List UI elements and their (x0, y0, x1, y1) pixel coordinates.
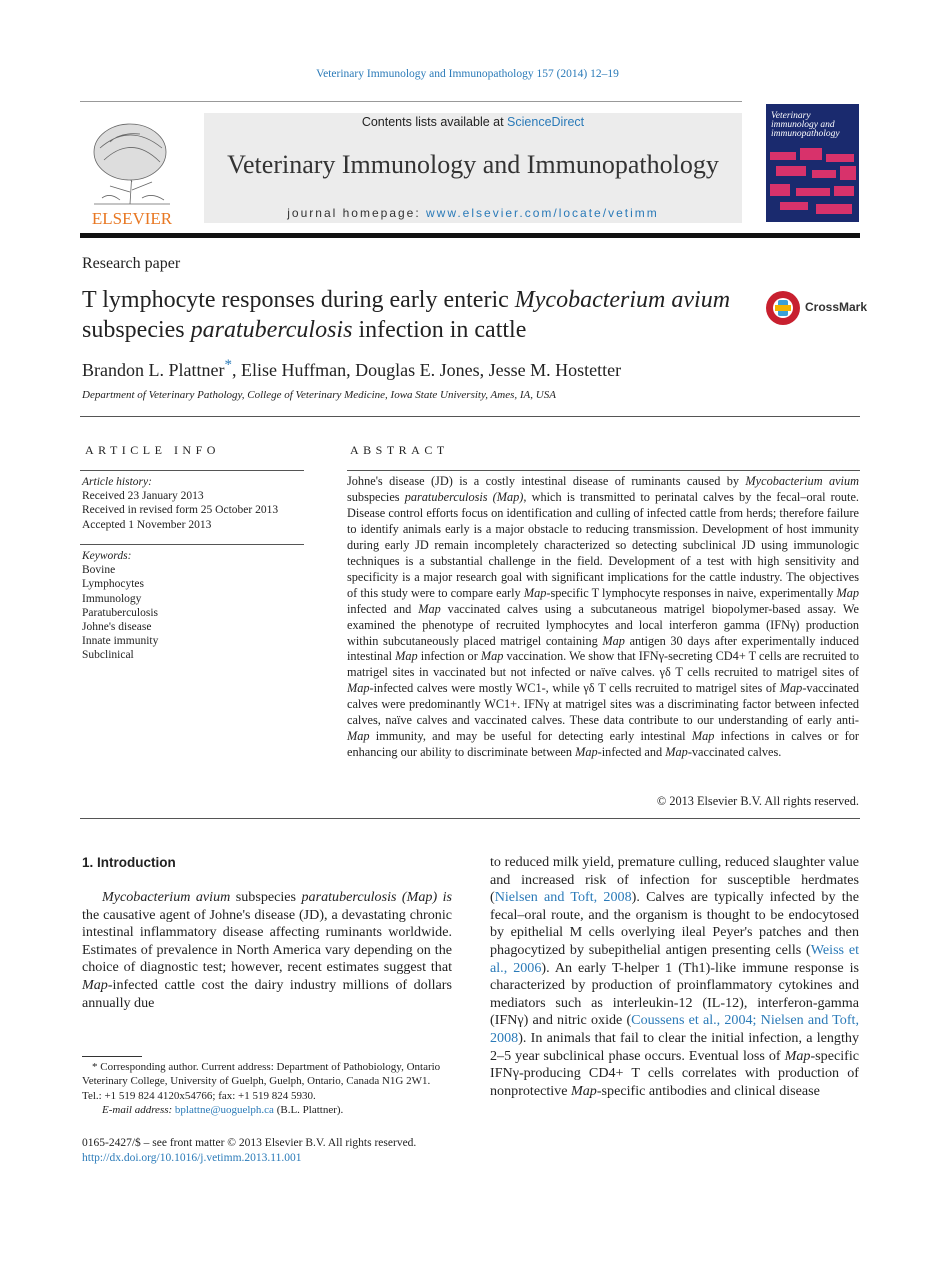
intro-right-column: to reduced milk yield, premature culling, reduced slaughter value and increased risk of infection for susceptible herdmates (Nielsen and Toft, 2008). Calves are typically infected by the fecal–oral route, and the organism is thought to be endocytosed by epithelial M cells overlying ileal Peyer's patches and then phagocytized by subepithelial antigen presenting cells (Weiss et al., 2006). An early T-helper 1 (Th1)-like immune response is characterized by production of proinflammatory cytokines and mediators such as interleukin-12 (IL-12), interferon-gamma (IFNγ) and nitric oxide (Coussens et al., 2004; Nielsen and Toft, 2008). In animals that fail to clear the initial infection, a lengthy 2–5 year subclinical phase occurs. Eventual loss of Map-specific IFNγ-producing CD4+ T cells correlates with production of nonprotective Map-specific antibodies and clinical disease (490, 854, 859, 1099)
divider (80, 818, 860, 819)
keyword: Johne's disease (82, 621, 152, 634)
affiliation: Department of Veterinary Pathology, College of Veterinary Medicine, Iowa State University, Ames, IA, USA (82, 389, 556, 401)
history-received: Received 23 January 2013 (82, 490, 204, 503)
article-info-heading: ARTICLE INFO (85, 443, 220, 457)
contents-prefix: Contents lists available at (361, 115, 508, 129)
doi-link[interactable]: http://dx.doi.org/10.1016/j.vetimm.2013.11.001 (82, 1152, 302, 1164)
citation-link[interactable]: Nielsen and Toft, 2008 (494, 889, 632, 906)
article-type: Research paper (82, 255, 181, 272)
cover-graphic (766, 144, 859, 222)
divider (347, 470, 860, 471)
abstract-heading: ABSTRACT (350, 443, 449, 457)
journal-citation[interactable]: Veterinary Immunology and Immunopathology 157 (2014) 12–19 (316, 68, 619, 80)
article-history (82, 475, 278, 532)
citation-link[interactable]: Coussens et al., 2004; Nielsen and Toft, 2008 (490, 1012, 859, 1046)
footnote-mark: * (92, 1061, 98, 1073)
corresponding-author-footnote: * Corresponding author. Current address: Department of Pathobiology, Ontario Veterinary College, University of Guelph, Guelph, Ontario, Canada N1G 2W1. Tel.: +1 519 824 4120x54766; fax: +1 519 824 5930. E-mail address: bplattne@uoguelph.ca (B.L. Plattner). (82, 1061, 441, 1116)
keyword: Paratuberculosis (82, 606, 159, 619)
citation-link[interactable]: Weiss et al., 2006 (490, 941, 859, 976)
homepage-prefix: journal homepage: (287, 206, 427, 220)
contents-line (204, 115, 742, 129)
keyword: Innate immunity (82, 635, 159, 648)
issn-line: 0165-2427/$ – see front matter © 2013 Elsevier B.V. All rights reserved. (82, 1137, 417, 1149)
history-accepted: Accepted 1 November 2013 (82, 518, 212, 531)
elsevier-tree-logo (80, 112, 184, 228)
divider (80, 544, 304, 545)
header-thick-rule (80, 233, 860, 238)
journal-cover-image[interactable] (766, 104, 859, 222)
crossmark-icon (765, 290, 801, 326)
cover-title: Veterinary immunology and immunopathology (771, 111, 840, 139)
keyword: Lymphocytes (82, 578, 144, 591)
keyword: Immunology (82, 592, 142, 605)
coauthors: , Elise Huffman, Douglas E. Jones, Jesse M. Hostetter (231, 360, 622, 380)
email-link[interactable]: bplattne@uoguelph.ca (174, 1103, 274, 1116)
author-list (82, 357, 621, 381)
keyword: Subclinical (82, 649, 134, 662)
copyright: © 2013 Elsevier B.V. All rights reserved. (656, 794, 859, 808)
sciencedirect-link[interactable]: ScienceDirect (507, 115, 585, 129)
abstract-text: Johne's disease (JD) is a costly intestinal disease of ruminants caused by Mycobacterium avium subspecies paratuberculosis (Map), which is transmitted to perinatal calves by the fecal–oral route. Disease control efforts focus on identification and culling of infected cattle from herds; therefore failure to identify animals early is a major obstacle to reducing transmission. Development of host immunity during early JD remain incompletely characterized so detecting subclinical JD using immunologic techniques is a substantial challenge in the field. Development of a test with high sensitivity and specificity is a major research goal with significant implications for the cattle industry. The objectives of this study were to compare early Map-specific T lymphocyte responses in naive, experimentally Map infected and Map vaccinated calves using a subcutaneous matrigel biopolymer-based assay. We examined the phenotype of recruited lymphocytes and local interferon gamma (IFNγ) production within subcutaneously placed matrigel containing Map antigen 30 days after experimentally induced intestinal Map infection or Map vaccination. We show that IFNγ-secreting CD4+ T cells are recruited to matrigel sites in vaccinated but not infected or naïve calves. γδ T cells recruited to matrigel sites of Map-infected calves were mostly WC1-, while γδ T cells recruited to matrigel sites of Map-vaccinated calves were predominantly WC1+. IFNγ at matrigel sites was a discriminating factor between infected calves, naïve calves and vaccinated calves. These data contribute to our understanding of early anti-Map immunity, and may be useful for detecting early intestinal Map infections in calves or for enhancing our ability to discriminate between Map-infected and Map-vaccinated calves. (347, 474, 860, 760)
author-footnote-mark[interactable]: * (224, 357, 232, 373)
corresponding-author[interactable]: Brandon L. Plattner (82, 360, 225, 380)
history-revised: Received in revised form 25 October 2013 (82, 504, 279, 517)
keywords-label: Keywords: (82, 550, 132, 562)
divider (80, 416, 860, 417)
history-label: Article history: (82, 476, 152, 488)
front-matter (82, 1136, 416, 1166)
footnote-rule (82, 1056, 142, 1057)
journal-title: Veterinary Immunology and Immunopathology (227, 150, 719, 179)
crossmark-label: CrossMark (805, 300, 868, 314)
keywords (82, 549, 158, 663)
homepage-link[interactable]: www.elsevier.com/locate/vetimm (426, 206, 659, 220)
section-heading-introduction: 1. Introduction (82, 855, 176, 870)
article-title: T lymphocyte responses during early enteric Mycobacterium avium subspecies paratuberculosis infection in cattle (82, 287, 731, 343)
journal-homepage (204, 206, 742, 220)
publisher-name: ELSEVIER (91, 209, 173, 228)
keyword: Bovine (82, 564, 116, 577)
email-label: E-mail address: (102, 1103, 173, 1116)
intro-left-column: Mycobacterium avium subspecies paratuberculosis (Map) is the causative agent of Johne's disease (JD), a devastating chronic intestinal inflammatory disease affecting ruminants worldwide. Estimates of prevalence in North America vary depending on the choice of diagnostic test; however, recent estimates suggest that Map-infected cattle cost the dairy industry millions of dollars annually due (82, 889, 452, 1011)
divider (80, 470, 304, 471)
header-rule (80, 101, 742, 102)
crossmark-badge[interactable] (765, 290, 868, 326)
